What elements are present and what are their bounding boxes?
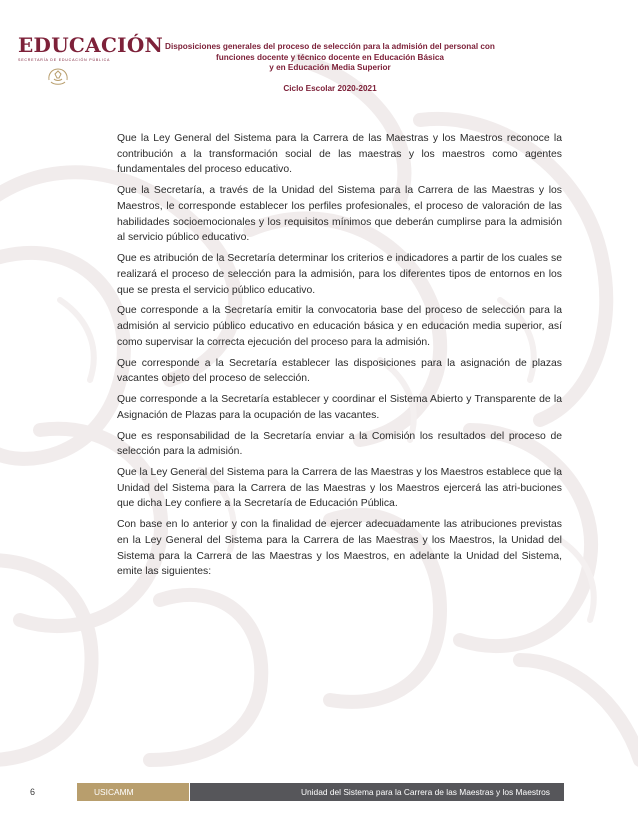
national-seal-icon [46, 66, 70, 88]
paragraph: Que corresponde a la Secretaría emitir la convocatoria base del proceso de selección para la admisión al servicio público educativo en educación básica y en educación media superior, así como supervisar la correcta ejecución del proceso para la admisión. [117, 305, 562, 348]
paragraph: Con base en lo anterior y con la finalidad de ejercer adecuadamente las atribuciones previstas en la Ley General del Sistema para la Carrera de las Maestras y los Maestros, la Unidad del Sistema para la Carrera de las Maestras y los Maestros, en adelante la Unidad del Sistema, emite las siguientes: [117, 519, 562, 578]
paragraph: Que corresponde a la Secretaría establecer y coordinar el Sistema Abierto y Transparente de la Asignación de Plazas para la ocupación de las vacantes. [117, 394, 562, 421]
paragraph: Que es responsabilidad de la Secretaría enviar a la Comisión los resultados del proceso de selección para la admisión. [117, 430, 562, 458]
logo-title: EDUCACIÓN [18, 33, 164, 57]
document-header [130, 42, 530, 94]
header-line: Disposiciones generales del proceso de selección para la admisión del personal con [165, 42, 495, 51]
paragraph: Que es atribución de la Secretaría determinar los criterios e indicadores a partir de los cuales se realizará el proceso de selección para la admisión, para los diferentes tipos de entornos en los que se presta el servicio público educativo. [117, 253, 562, 296]
paragraph: Que la Secretaría, a través de la Unidad del Sistema para la Carrera de las Maestras y los Maestros, le corresponde establecer los perfiles profesionales, el proceso de valoración de las habilidades socioemocionales y los requisitos mínimos que deberán cumplirse para la admisión al servicio público educativo. [117, 185, 562, 244]
header-line: y en Educación Media Superior [269, 63, 391, 72]
footer-unit-label: Unidad del Sistema para la Carrera de las Maestras y los Maestros [190, 783, 564, 801]
paragraph: Que corresponde a la Secretaría establecer las disposiciones para la asignación de plazas vacantes objeto del proceso de selección. [117, 357, 562, 385]
logo-subtitle: SECRETARÍA DE EDUCACIÓN PÚBLICA [18, 58, 111, 62]
paragraph: Que la Ley General del Sistema para la Carrera de las Maestras y los Maestros establece que la Unidad del Sistema para la Carrera de las Maestras y los Maestros ejercerá las atri-buciones que dicha Ley confiere a la Secretaría de Educación Pública. [117, 467, 562, 510]
page-number: 6 [30, 787, 36, 797]
paragraph: Que la Ley General del Sistema para la Carrera de las Maestras y los Maestros reconoce la contribución a la transformación social de las maestras y los maestros como agentes fundamentales del proceso educativo. [117, 133, 562, 176]
footer-usicamm-label: USICAMM [77, 783, 189, 801]
body-text [117, 131, 562, 585]
header-line: funciones docente y técnico docente en Educación Básica [216, 52, 444, 62]
sep-logo [18, 33, 164, 62]
school-cycle: Ciclo Escolar 2020-2021 [283, 83, 377, 93]
